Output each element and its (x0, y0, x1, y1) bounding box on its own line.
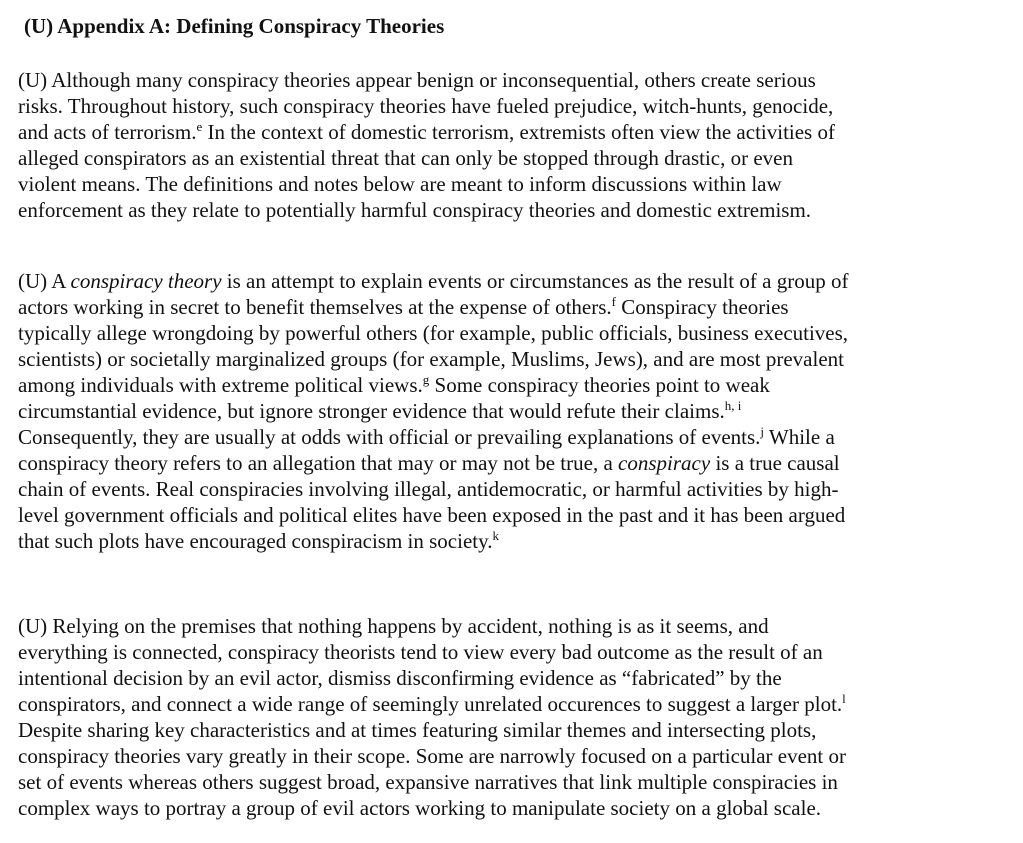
text-line: set of events whereas others suggest broad, expansive narratives that link multiple conspiracies in (18, 770, 838, 794)
text-line: chain of events. Real conspiracies involving illegal, antidemocratic, or harmful activities by high- (18, 477, 839, 501)
term-conspiracy-theory: conspiracy theory (70, 269, 222, 293)
text-line: actors working in secret to benefit themselves at the expense of others.$^f$ Conspiracy theories (18, 294, 789, 319)
text-line: typically allege wrongdoing by powerful others (for example, public officials, business executives, (18, 321, 849, 345)
paragraph-definition (18, 268, 848, 554)
text-line: scientists) or societally marginalized groups (for example, Muslims, Jews), and are most prevalent (18, 347, 844, 371)
footnote-ref-g[interactable]: g (422, 372, 430, 387)
text-line: everything is connected, conspiracy theorists tend to view every bad outcome as the result of an (18, 640, 823, 664)
text-line: risks. Throughout history, such conspiracy theories have fueled prejudice, witch-hunts, genocide, (18, 94, 834, 118)
appendix-heading: (U) Appendix A: Defining Conspiracy Theories (24, 14, 445, 38)
paragraph-risks (18, 67, 835, 223)
text-line: complex ways to portray a group of evil actors working to manipulate society on a global scale. (18, 796, 822, 820)
footnote-ref-f[interactable]: f (611, 294, 616, 309)
text-line: (U) Relying on the premises that nothing happens by accident, nothing is as it seems, and (18, 614, 769, 638)
footnote-ref-e[interactable]: e (196, 119, 203, 134)
text-line: circumstantial evidence, but ignore stronger evidence that would refute their claims.$^{h, i}$ (18, 398, 742, 423)
text-line: violent means. The definitions and notes below are meant to inform discussions within law (18, 172, 782, 196)
text-line: conspiracy theories vary greatly in their scope. Some are narrowly focused on a particular event or (18, 744, 847, 768)
text-line: Consequently, they are usually at odds with official or prevailing explanations of events.$^j$ While a (18, 424, 835, 449)
text-line: enforcement as they relate to potentially harmful conspiracy theories and domestic extremism. (18, 198, 812, 222)
text-line: among individuals with extreme political views.$^g$ Some conspiracy theories point to weak (18, 372, 770, 397)
text-line: that such plots have encouraged conspiracism in society.$^k$ (18, 528, 499, 553)
term-conspiracy: conspiracy (618, 451, 711, 475)
footnote-ref-k[interactable]: k (492, 528, 499, 543)
text-line: conspirators, and connect a wide range of seemingly unrelated occurences to suggest a larger plot.$^l$ (18, 691, 846, 716)
text-line: (U) Although many conspiracy theories appear benign or inconsequential, others create serious (18, 68, 816, 92)
text-line: conspiracy theory refers to an allegation that may or may not be true, a conspiracy is a true causal (18, 451, 840, 475)
text-line: and acts of terrorism.$^e$ In the context of domestic terrorism, extremists often view the activities of (18, 119, 835, 144)
footnote-ref-l[interactable]: l (842, 691, 846, 706)
text-line: alleged conspirators as an existential threat that can only be stopped through drastic, or even (18, 146, 794, 170)
text-line: level government officials and political elites have been exposed in the past and it has been argued (18, 503, 846, 527)
text-line: Despite sharing key characteristics and at times featuring similar themes and intersecting plots, (18, 718, 817, 742)
text-line: (U) A conspiracy theory is an attempt to explain events or circumstances as the result of a group of (18, 269, 849, 293)
text-line: intentional decision by an evil actor, dismiss disconfirming evidence as “fabricated” by the (18, 666, 782, 690)
footnote-ref-h-i[interactable]: h, i (724, 398, 742, 413)
paragraph-premises (18, 613, 846, 821)
footnote-ref-j[interactable]: j (760, 424, 765, 439)
